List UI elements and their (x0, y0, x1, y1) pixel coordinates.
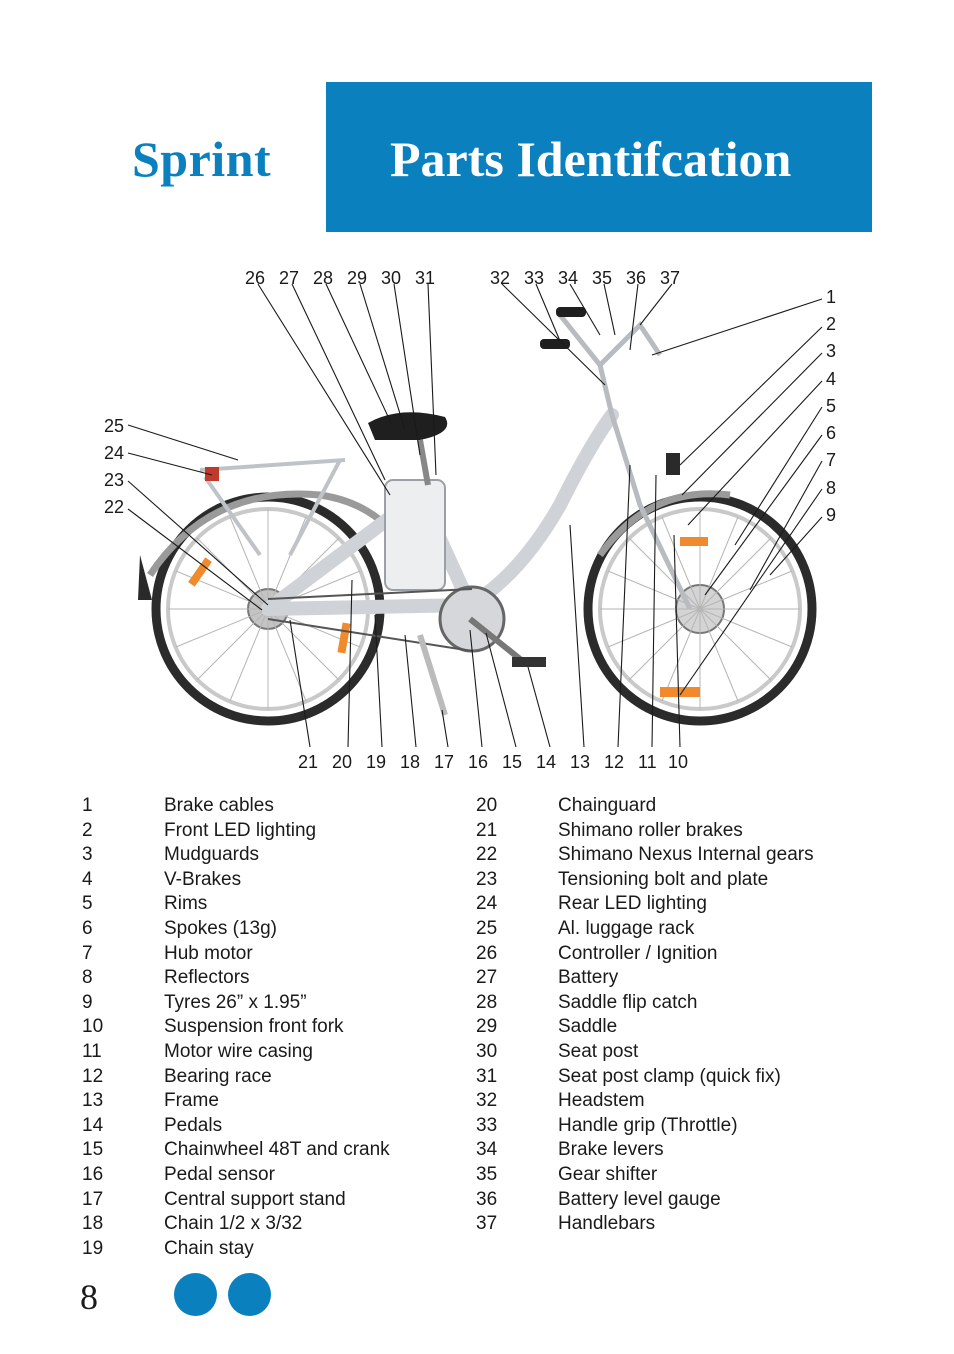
part-name: Chainwheel 48T and crank (164, 1139, 390, 1161)
part-number: 6 (82, 917, 93, 939)
top-callouts (245, 268, 680, 288)
callout-label: 13 (570, 752, 591, 772)
callout-label: 16 (468, 752, 489, 772)
part-number: 2 (82, 819, 93, 841)
part-name: Pedals (164, 1114, 223, 1136)
callout-label: 37 (660, 268, 681, 288)
callout-label: 11 (638, 752, 657, 772)
part-number: 12 (82, 1065, 104, 1087)
part-name: Suspension front fork (164, 1016, 344, 1038)
callout-label: 34 (558, 268, 579, 288)
part-name: Tyres 26” x 1.95” (164, 991, 307, 1013)
part-name: Shimano Nexus Internal gears (558, 844, 814, 866)
part-number: 21 (476, 819, 498, 841)
part-number: 33 (476, 1114, 498, 1136)
callout-label: 20 (332, 752, 353, 772)
callout-label: 4 (826, 369, 837, 389)
part-number: 11 (82, 1040, 102, 1062)
part-number: 36 (476, 1188, 498, 1210)
part-number: 17 (82, 1188, 104, 1210)
part-number: 9 (82, 991, 93, 1013)
battery (385, 480, 445, 590)
part-number: 20 (476, 795, 498, 816)
part-number: 15 (82, 1139, 104, 1161)
part-name: Central support stand (164, 1188, 346, 1210)
decorative-dot (174, 1273, 217, 1316)
part-name: Handle grip (Throttle) (558, 1114, 738, 1136)
callout-label: 30 (381, 268, 402, 288)
part-name: Frame (164, 1090, 219, 1112)
part-number: 31 (476, 1065, 498, 1087)
callout-label: 22 (104, 497, 125, 517)
part-name: Saddle flip catch (558, 991, 698, 1013)
part-number: 4 (82, 868, 93, 890)
part-number: 23 (476, 868, 498, 890)
callout-label: 18 (400, 752, 421, 772)
page-title: Parts Identifcation (390, 131, 792, 187)
part-name: Pedal sensor (164, 1163, 275, 1185)
part-name: Al. luggage rack (558, 917, 695, 939)
callout-label: 23 (104, 470, 125, 490)
part-number: 7 (82, 942, 93, 964)
part-number: 35 (476, 1163, 498, 1185)
part-name: Front LED lighting (164, 819, 317, 841)
callout-label: 8 (826, 478, 837, 498)
part-number: 34 (476, 1139, 498, 1161)
callout-label: 10 (668, 752, 689, 772)
part-number: 26 (476, 942, 498, 964)
callout-label: 26 (245, 268, 266, 288)
callout-label: 24 (104, 443, 125, 463)
bottom-callouts (298, 752, 688, 772)
part-name: Battery (558, 967, 619, 989)
right-callouts (826, 287, 836, 525)
part-number: 27 (476, 967, 498, 989)
part-name: Chainguard (558, 795, 657, 816)
part-number: 30 (476, 1040, 498, 1062)
part-name: Chain stay (164, 1237, 254, 1259)
callout-label: 12 (604, 752, 625, 772)
callout-label: 25 (104, 416, 125, 436)
part-number: 16 (82, 1163, 104, 1185)
callout-label: 31 (415, 268, 436, 288)
part-name: Battery level gauge (558, 1188, 721, 1210)
part-name: Brake cables (164, 795, 274, 816)
part-name: Rear LED lighting (558, 893, 707, 915)
part-name: Controller / Ignition (558, 942, 718, 964)
part-number: 13 (82, 1090, 104, 1112)
bike-diagram (0, 255, 954, 785)
part-number: 3 (82, 844, 93, 866)
part-name: Motor wire casing (164, 1040, 313, 1062)
part-number: 1 (82, 795, 93, 816)
part-name: Shimano roller brakes (558, 819, 743, 841)
callout-label: 36 (626, 268, 647, 288)
callout-label: 28 (313, 268, 334, 288)
part-name: Seat post (558, 1040, 639, 1062)
title-banner (326, 82, 872, 232)
callout-label: 32 (490, 268, 511, 288)
part-number: 24 (476, 893, 498, 915)
part-name: Brake levers (558, 1139, 664, 1161)
brand-title: Sprint (132, 131, 272, 187)
part-number: 10 (82, 1016, 104, 1038)
callout-label: 27 (279, 268, 300, 288)
part-number: 8 (82, 967, 93, 989)
part-number: 14 (82, 1114, 104, 1136)
part-number: 5 (82, 893, 93, 915)
part-name: Seat post clamp (quick fix) (558, 1065, 781, 1087)
part-name: Saddle (558, 1016, 618, 1038)
part-number: 29 (476, 1016, 498, 1038)
part-name: Chain 1/2 x 3/32 (164, 1213, 303, 1235)
callout-label: 33 (524, 268, 545, 288)
callout-label: 5 (826, 396, 837, 416)
part-number: 22 (476, 844, 498, 866)
part-name: Tensioning bolt and plate (558, 868, 769, 890)
part-name: Mudguards (164, 844, 260, 866)
part-number: 32 (476, 1090, 498, 1112)
decorative-dot (228, 1273, 271, 1316)
callout-label: 6 (826, 423, 837, 443)
callout-label: 21 (298, 752, 319, 772)
callout-label: 14 (536, 752, 557, 772)
callout-label: 9 (826, 505, 837, 525)
part-name: Hub motor (164, 942, 253, 964)
callout-label: 19 (366, 752, 387, 772)
part-name: Handlebars (558, 1213, 656, 1235)
part-name: Rims (164, 893, 208, 915)
callout-label: 29 (347, 268, 368, 288)
part-number: 25 (476, 917, 498, 939)
callout-label: 7 (826, 450, 837, 470)
callout-label: 1 (826, 287, 837, 307)
page-number: 8 (80, 1277, 98, 1317)
callout-label: 3 (826, 341, 837, 361)
part-number: 28 (476, 991, 498, 1013)
part-name: Headstem (558, 1090, 645, 1112)
part-number: 19 (82, 1237, 104, 1259)
part-name: V-Brakes (164, 868, 242, 890)
callout-label: 35 (592, 268, 613, 288)
callout-label: 17 (434, 752, 455, 772)
part-name: Spokes (13g) (164, 917, 278, 939)
part-name: Gear shifter (558, 1163, 658, 1185)
part-name: Reflectors (164, 967, 250, 989)
saddle (368, 412, 447, 440)
callout-label: 15 (502, 752, 523, 772)
part-number: 18 (82, 1213, 104, 1235)
part-number: 37 (476, 1213, 498, 1235)
callout-label: 2 (826, 314, 837, 334)
left-callouts (104, 416, 124, 517)
part-name: Bearing race (164, 1065, 272, 1087)
